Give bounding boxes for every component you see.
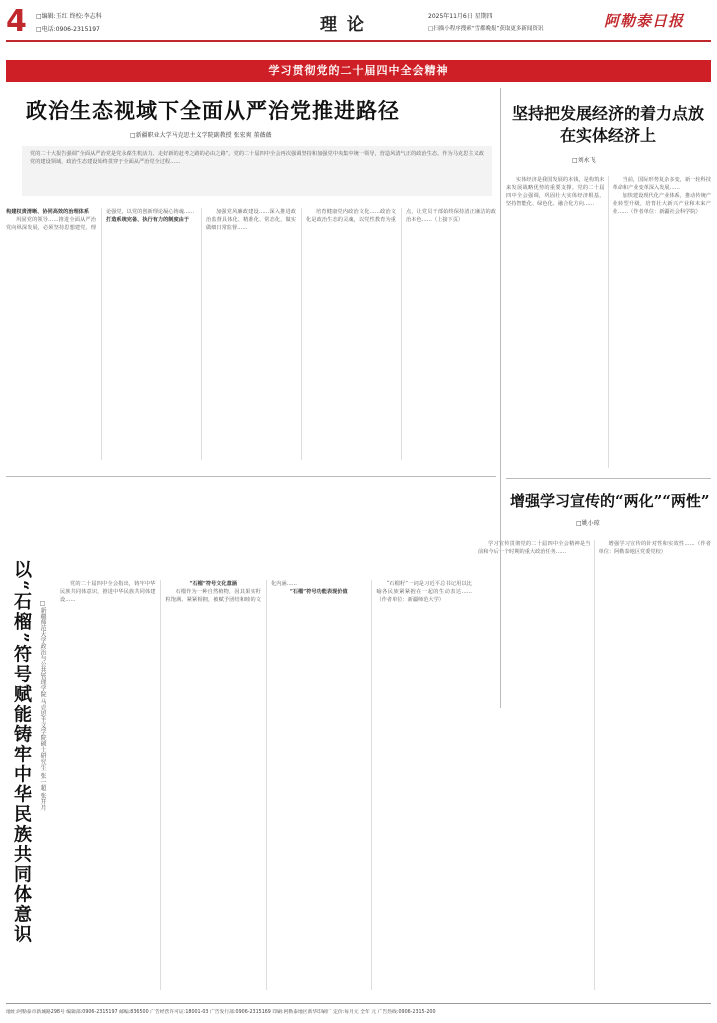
article1-subhead: 构建权责清晰、协同高效的治理体系 bbox=[6, 209, 90, 215]
article4-subhead: “石榴”符号功能表现价值 bbox=[289, 589, 348, 595]
article1-paragraph: 培育健康党内政治文化……政治文化是政治生态的灵魂，以党性教育为重点，让党员干部始终保持清正廉洁的政治本色……（上接下页） bbox=[306, 209, 496, 223]
article3-body bbox=[478, 540, 711, 990]
article1-body bbox=[6, 208, 496, 460]
article1-paragraph: 巩固党的领导……推进全面从严治党向纵深发展，必须坚持思想建党、理论强党，以党的创新理论凝心铸魂…… bbox=[6, 209, 195, 231]
article4-paragraph: 石榴作为一种自然植物，因其果实籽粒饱满、紧紧相拥，被赋予团结和睦的文化内涵…… bbox=[165, 581, 297, 603]
footer-text: 地址:阿勒泰市新城路298号 编辑部:0906-2315197 邮编:836500 广告经营许可证:18001-03 广告发行部:0906-2315169 印刷:阿勒泰地区新华印刷厂 定价:每月元 全年 元 广告热线:0906-2315-200 bbox=[6, 1010, 436, 1015]
article4-subhead: “石榴”符号文化意涵 bbox=[189, 581, 237, 587]
article4-paragraph: 党的二十届四中全会指出，铸牢中华民族共同体意识，推进中华民族共同体建设…… bbox=[60, 581, 156, 603]
page-number: 4 bbox=[6, 4, 27, 39]
article3-byline: □姚小琼 bbox=[576, 520, 600, 527]
article2-title bbox=[508, 103, 708, 147]
article2-title-text: 坚持把发展经济的着力点放在实体经济上 bbox=[511, 104, 704, 145]
article4-vertical-byline: □新疆师范大学政治与公共管理学院 马克思主义学院硕士研究生 张一超 张开月 bbox=[39, 600, 46, 811]
article4-vertical-title: 以“石榴”符号赋能铸牢中华民族共同体意识 bbox=[11, 560, 32, 945]
article2-paragraph: 当前，国际形势复杂多变，新一轮科技革命和产业变革深入发展…… bbox=[612, 177, 711, 191]
article1-paragraph: 加强党风廉政建设……深入推进政治监督具体化、精准化、常态化，做实做细日常监督…… bbox=[206, 209, 296, 231]
article1-abstract: 党的二十大报告强调“全面从严治党是党永葆生机活力、走好新的赶考之路的必由之路”。党的二十届四中全会再次强调坚持和加强党中央集中统一领导，营造风清气正的政治生态。作为马克思主义政党的建设领域，政治生态建设始终贯穿于全面从严治党全过程…… bbox=[22, 146, 492, 196]
article3-title: 增强学习宣传的“两化”“两性” bbox=[510, 492, 710, 510]
article4-body bbox=[60, 580, 472, 990]
footer-divider bbox=[6, 1003, 711, 1004]
article2-paragraph: 实体经济是我国发展的本钱，是构筑未来发展战略优势的重要支撑。党的二十届四中全会强调，巩固壮大实体经济根基，坚持智能化、绿色化、融合化方向…… bbox=[506, 177, 605, 207]
section-title: 理 论 bbox=[320, 15, 366, 35]
article2-byline: □刘永飞 bbox=[572, 157, 596, 164]
header-divider bbox=[6, 40, 711, 42]
article2-paragraph: 加快建设现代化产业体系，推动传统产业转型升级，培育壮大新兴产业和未来产业……（作者单位：新疆社会科学院） bbox=[612, 193, 711, 215]
article4-paragraph: “石榴籽”一词是习近平总书记用以比喻各民族紧紧抱在一起的生动表达……（作者单位：新疆师范大学） bbox=[376, 581, 472, 603]
article3-paragraph: 增强学习宣传的针对性和实效性……（作者单位：阿勒泰地区党委党校） bbox=[598, 541, 711, 555]
article3-divider bbox=[506, 478, 711, 479]
date-line: 2025年11月6日 星期四 bbox=[428, 13, 493, 20]
article2-body bbox=[506, 176, 711, 468]
article1-subhead: 打造系统完备、执行有力的制度由于 bbox=[106, 217, 190, 223]
newspaper-logo: 阿勒泰日报 bbox=[604, 12, 685, 30]
banner-text: 学习贯彻党的二十届四中全会精神 bbox=[268, 64, 449, 77]
article1-byline: □新疆职业大学马克思主义学院副教授 张宏爽 董薇薇 bbox=[130, 132, 272, 139]
slogan-line: □扫描小程序搜索“雪都晚报”获取更多新闻资讯 bbox=[428, 26, 544, 32]
phone-line: □电话:0906-2315197 bbox=[36, 26, 100, 33]
lower-divider bbox=[6, 476, 496, 477]
article3-paragraph: 学习宣传贯彻党的二十届四中全会精神是当前和今后一个时期的重大政治任务…… bbox=[478, 541, 591, 555]
editor-line: □编辑:玉红 终校:李志科 bbox=[36, 13, 102, 20]
article1-title: 政治生态视域下全面从严治党推进路径 bbox=[26, 98, 400, 123]
